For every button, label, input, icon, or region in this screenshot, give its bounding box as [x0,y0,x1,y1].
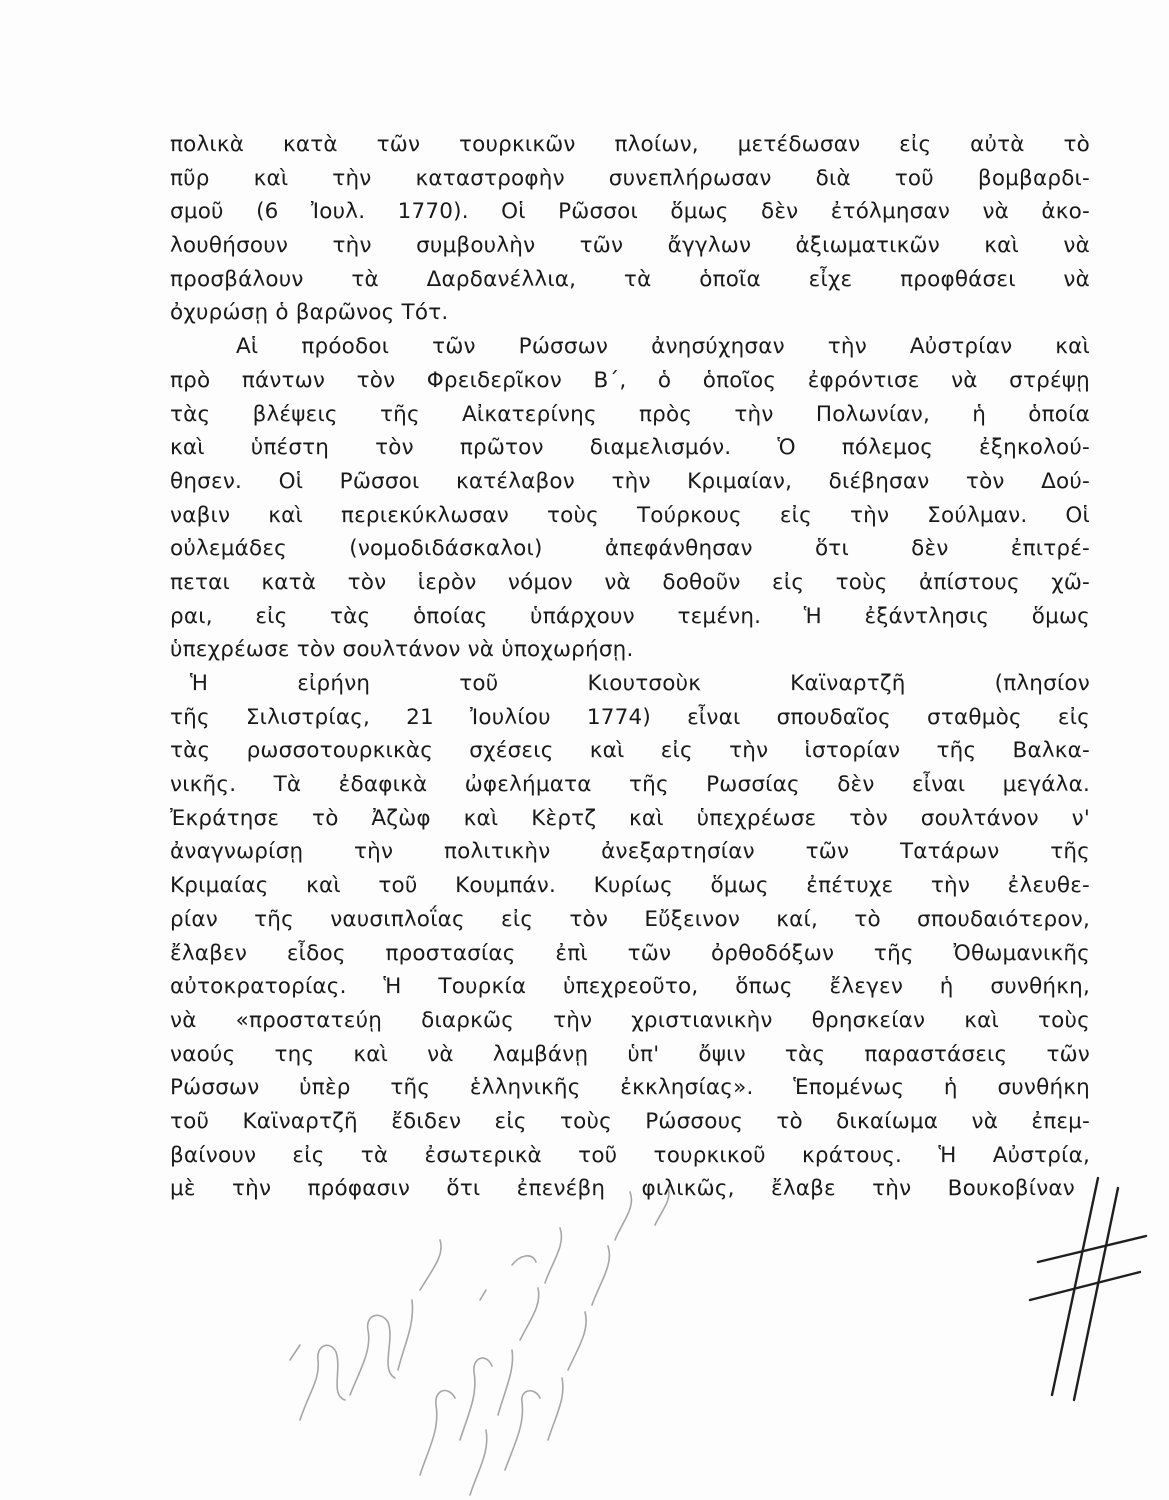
text-line: βαίνουν εἰς τὰ ἐσωτερικὰ τοῦ τουρκικοῦ κράτους. Ἡ Αὐστρία, [170,1142,1090,1168]
text-line: πρὸ πάντων τὸν Φρειδερῖκον Β΄, ὁ ὁποῖος ἐφρόντισε νὰ στρέψῃ [170,367,1090,393]
text-line: νικῆς. Τὰ ἐδαφικὰ ὠφελήματα τῆς Ρωσσίας δὲν εἶναι μεγάλα. [170,772,1090,798]
text-line: Ἡ εἰρήνη τοῦ Κιουτσοὺκ Καϊναρτζῆ (πλησίον [190,671,1090,696]
text-line: ἔλαβεν εἶδος προστασίας ἐπὶ τῶν ὀρθοδόξων τῆς Ὀθωμανικῆς [170,940,1090,966]
text-line: θησεν. Οἱ Ρῶσσοι κατέλαβον τὴν Κριμαίαν, διέβησαν τὸν Δού- [170,468,1090,494]
text-line: νὰ «προστατεύῃ διαρκῶς τὴν χριστιανικὴν θρησκείαν καὶ τοὺς [170,1007,1090,1033]
text-line: τῆς Σιλιστρίας, 21 Ἰουλίου 1774) εἶναι σπουδαῖος σταθμὸς εἰς [170,704,1090,730]
text-line: ὀχυρώσῃ ὁ βαρῶνος Τότ. [170,300,449,326]
text-line: Αἱ πρόοδοι τῶν Ρώσσων ἀνησύχησαν τὴν Αὐστρίαν καὶ [236,334,1090,360]
text-line: πῦρ καὶ τὴν καταστροφὴν συνεπλήρωσαν διὰ τοῦ βομβαρδι- [170,165,1090,191]
text-line: τὰς ρωσσοτουρκικὰς σχέσεις καὶ εἰς τὴν ἱστορίαν τῆς Βαλκα- [170,738,1090,764]
text-line: ρίαν τῆς ναυσιπλοΐας εἰς τὸν Εὔξεινον καί, τὸ σπουδαιότερον, [170,906,1090,932]
text-line: Ἐκράτησε τὸ Ἀζὼφ καὶ Κὲρτζ καὶ ὑπεχρέωσε τὸν σουλτάνον ν' [170,805,1090,831]
text-line: ἀναγνωρίσῃ τὴν πολιτικὴν ἀνεξαρτησίαν τῶν Τατάρων τῆς [170,839,1090,865]
text-line: τὰς βλέψεις τῆς Αἰκατερίνης πρὸς τὴν Πολωνίαν, ἡ ὁποία [170,401,1090,427]
text-line: ναούς της καὶ νὰ λαμβάνῃ ὑπ' ὄψιν τὰς παραστάσεις τῶν [170,1041,1090,1067]
text-line: ὑπεχρέωσε τὸν σουλτάνον νὰ ὑποχωρήσῃ. [170,637,634,663]
text-line: αὐτοκρατορίας. Ἡ Τουρκία ὑπεχρεοῦτο, ὅπως ἔλεγεν ἡ συνθήκη, [170,974,1090,1000]
text-line: μὲ τὴν πρόφασιν ὅτι ἐπενέβη φιλικῶς, ἔλαβε τὴν Βουκοβίναν [170,1176,1075,1202]
text-line: σμοῦ (6 Ἰουλ. 1770). Οἱ Ρῶσσοι ὅμως δὲν ἐτόλμησαν νὰ ἀκο- [170,199,1090,225]
text-line: πολικὰ κατὰ τῶν τουρκικῶν πλοίων, μετέδωσαν εἰς αὐτὰ τὸ [170,132,1090,157]
text-line: καὶ ὑπέστη τὸν πρῶτον διαμελισμόν. Ὁ πόλεμος ἐξηκολού- [170,435,1090,461]
hash-mark-icon [1030,1178,1146,1400]
text-line: ραι, εἰς τὰς ὁποίας ὑπάρχουν τεμένη. Ἡ ἐξάντλησις ὅμως [170,603,1090,629]
text-line: πεται κατὰ τὸν ἱερὸν νόμον νὰ δοθοῦν εἰς τοὺς ἀπίστους χῶ- [170,569,1090,595]
handwritten-scribble-icon [290,1188,669,1495]
main-text [170,128,1090,1206]
text-line: οὐλεμάδες (νομοδιδάσκαλοι) ἀπεφάνθησαν ὅτι δὲν ἐπιτρέ- [170,536,1090,562]
text-line: τοῦ Καϊναρτζῆ ἔδιδεν εἰς τοὺς Ρώσσους τὸ δικαίωμα νὰ ἐπεμ- [170,1108,1090,1134]
text-line: λουθήσουν τὴν συμβουλὴν τῶν ἄγγλων ἀξιωματικῶν καὶ νὰ [170,233,1090,259]
text-line: ναβιν καὶ περιεκύκλωσαν τοὺς Τούρκους εἰς τὴν Σούλμαν. Οἱ [170,502,1090,528]
text-line: Ρώσσων ὑπὲρ τῆς ἑλληνικῆς ἐκκλησίας». Ἑπομένως ἡ συνθήκη [170,1075,1090,1101]
text-line: προσβάλουν τὰ Δαρδανέλλια, τὰ ὁποῖα εἶχε προφθάσει νὰ [170,266,1090,292]
text-line: Κριμαίας καὶ τοῦ Κουμπάν. Κυρίως ὅμως ἐπέτυχε τὴν ἐλευθε- [170,873,1090,899]
